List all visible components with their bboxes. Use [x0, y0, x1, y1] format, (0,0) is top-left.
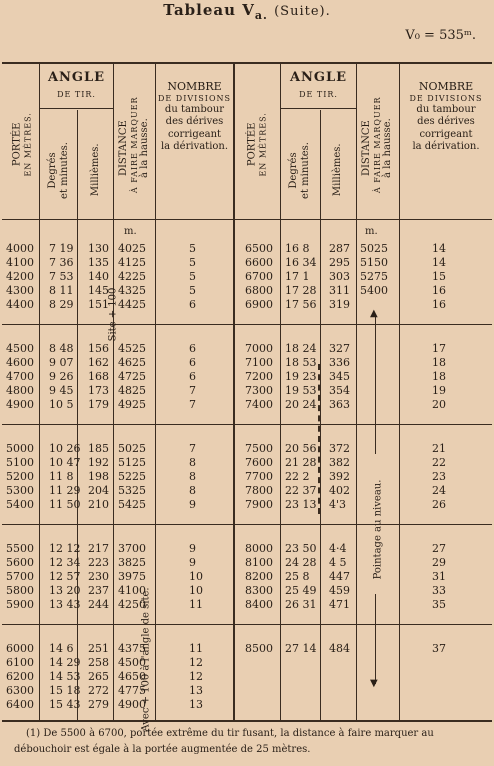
left-cell-portee: 6300: [6, 684, 34, 697]
right-cell-nombre: 22: [432, 456, 446, 469]
left-cell-portee: 5900: [6, 598, 34, 611]
right-cell-degres: 19 23: [285, 370, 317, 383]
header-portee-right: PORTÉE EN MÈTRES.: [246, 112, 268, 177]
right-cell-portee: 6900: [245, 298, 273, 311]
left-cell-portee: 6400: [6, 698, 34, 711]
left-cell-nombre: 5: [189, 270, 196, 283]
left-cell-portee: 4700: [6, 370, 34, 383]
right-cell-nombre: 18: [432, 356, 446, 369]
left-cell-milliemes: 244: [88, 598, 109, 611]
left-cell-milliemes: 198: [88, 470, 109, 483]
left-cell-nombre: 8: [189, 456, 196, 469]
left-cell-distance: 4225: [118, 270, 146, 283]
left-cell-distance: 4325: [118, 284, 146, 297]
right-cell-milliemes: 4'3: [329, 498, 347, 511]
right-cell-nombre: 20: [432, 398, 446, 411]
header-de-tir: DE TIR.: [57, 90, 96, 99]
left-cell-degres: 15 43: [49, 698, 81, 711]
left-cell-milliemes: 251: [88, 642, 109, 655]
left-cell-degres: 12 12: [49, 542, 81, 555]
left-cell-milliemes: 130: [88, 242, 109, 255]
left-cell-nombre: 8: [189, 470, 196, 483]
left-cell-distance: 5025: [118, 442, 146, 455]
right-cell-degres: 20 56: [285, 442, 317, 455]
right-cell-nombre: 14: [432, 242, 446, 255]
left-cell-portee: 4100: [6, 256, 34, 269]
left-cell-nombre: 13: [189, 698, 203, 711]
col-divider: [233, 64, 235, 720]
left-cell-degres: 12 57: [49, 570, 81, 583]
right-cell-degres: 25 49: [285, 584, 317, 597]
right-cell-milliemes: 447: [329, 570, 350, 583]
left-cell-nombre: 6: [189, 356, 196, 369]
group-divider: [2, 324, 492, 325]
left-cell-milliemes: 279: [88, 698, 109, 711]
right-cell-portee: 7700: [245, 470, 273, 483]
right-cell-milliemes: 354: [329, 384, 350, 397]
right-cell-degres: 16 8: [285, 242, 310, 255]
right-cell-milliemes: 484: [329, 642, 350, 655]
footnote: (1) De 5500 à 6700, portée extrême du tir fusant, la distance à faire marquer au débouchoir est égale à la portée augmentée de 25 mètres.: [14, 728, 434, 755]
left-cell-portee: 4200: [6, 270, 34, 283]
header-milliemes-right: Millièmes.: [331, 143, 343, 197]
left-cell-nombre: 11: [189, 598, 203, 611]
left-cell-nombre: 11: [189, 642, 203, 655]
left-cell-distance: 3700: [118, 542, 146, 555]
right-cell-milliemes: 319: [329, 298, 350, 311]
angle-divider: [281, 108, 356, 109]
left-cell-nombre: 7: [189, 442, 196, 455]
left-cell-distance: 4925: [118, 398, 146, 411]
left-cell-degres: 9 26: [49, 370, 74, 383]
right-cell-milliemes: 382: [329, 456, 350, 469]
right-cell-portee: 6600: [245, 256, 273, 269]
left-cell-distance: 4900: [118, 698, 146, 711]
left-cell-degres: 11 29: [49, 484, 81, 497]
right-cell-nombre: 27: [432, 542, 446, 555]
right-cell-portee: 7800: [245, 484, 273, 497]
left-cell-milliemes: 192: [88, 456, 109, 469]
page-title: Tableau $V_{a.}$ (Suite).: [163, 1, 331, 22]
left-cell-nombre: 10: [189, 570, 203, 583]
left-cell-nombre: 12: [189, 670, 203, 683]
col-divider: [155, 64, 156, 720]
left-cell-degres: 11 8: [49, 470, 74, 483]
right-cell-degres: 16 34: [285, 256, 317, 269]
left-cell-portee: 6200: [6, 670, 34, 683]
left-cell-degres: 7 19: [49, 242, 74, 255]
right-cell-milliemes: 336: [329, 356, 350, 369]
left-cell-milliemes: 185: [88, 442, 109, 455]
right-cell-distance: 5275: [360, 270, 388, 283]
left-cell-milliemes: 237: [88, 584, 109, 597]
left-cell-distance: 4650: [118, 670, 146, 683]
left-cell-milliemes: 156: [88, 342, 109, 355]
right-cell-portee: 7100: [245, 356, 273, 369]
left-cell-distance: 5425: [118, 498, 146, 511]
right-cell-degres: 19 53: [285, 384, 317, 397]
left-cell-portee: 5500: [6, 542, 34, 555]
right-cell-degres: 20 24: [285, 398, 317, 411]
left-cell-milliemes: 179: [88, 398, 109, 411]
right-cell-degres: 26 31: [285, 598, 317, 611]
dashed-divider: [318, 364, 320, 514]
right-cell-portee: 8000: [245, 542, 273, 555]
right-cell-portee: 7400: [245, 398, 273, 411]
right-cell-milliemes: 392: [329, 470, 350, 483]
left-cell-distance: 5125: [118, 456, 146, 469]
right-cell-nombre: 31: [432, 570, 446, 583]
right-cell-nombre: 21: [432, 442, 446, 455]
right-cell-nombre: 16: [432, 298, 446, 311]
left-cell-milliemes: 151: [88, 298, 109, 311]
left-cell-degres: 12 34: [49, 556, 81, 569]
right-cell-nombre: 17: [432, 342, 446, 355]
left-cell-nombre: 6: [189, 298, 196, 311]
right-cell-degres: 23 13: [285, 498, 317, 511]
right-cell-nombre: 23: [432, 470, 446, 483]
left-cell-portee: 4900: [6, 398, 34, 411]
left-cell-milliemes: 168: [88, 370, 109, 383]
right-cell-nombre: 14: [432, 256, 446, 269]
header-distance-right: DISTANCE À FAIRE MARQUER à la hausse.: [360, 96, 393, 194]
left-cell-distance: 4025: [118, 242, 146, 255]
left-cell-milliemes: 210: [88, 498, 109, 511]
arrow-up-icon: ▲: [370, 308, 378, 319]
left-cell-milliemes: 204: [88, 484, 109, 497]
pointage-label: Pointage au niveau.: [372, 479, 384, 580]
group-divider: [2, 424, 492, 425]
left-cell-nombre: 8: [189, 484, 196, 497]
right-cell-milliemes: 363: [329, 398, 350, 411]
left-cell-degres: 7 36: [49, 256, 74, 269]
left-cell-milliemes: 135: [88, 256, 109, 269]
left-cell-degres: 8 29: [49, 298, 74, 311]
right-cell-degres: 22 2: [285, 470, 310, 483]
right-cell-distance: 5025: [360, 242, 388, 255]
header-portee: PORTÉE EN MÈTRES.: [11, 112, 33, 177]
left-cell-milliemes: 223: [88, 556, 109, 569]
left-cell-distance: 4825: [118, 384, 146, 397]
col-divider: [399, 64, 400, 720]
right-cell-distance: 5400: [360, 284, 388, 297]
left-cell-distance: 4425: [118, 298, 146, 311]
right-cell-portee: 7000: [245, 342, 273, 355]
right-cell-milliemes: 402: [329, 484, 350, 497]
left-cell-nombre: 13: [189, 684, 203, 697]
left-cell-degres: 8 48: [49, 342, 74, 355]
left-cell-degres: 10 47: [49, 456, 81, 469]
right-cell-portee: 7300: [245, 384, 273, 397]
left-cell-degres: 9 07: [49, 356, 74, 369]
right-cell-degres: 18 53: [285, 356, 317, 369]
left-cell-distance: 3825: [118, 556, 146, 569]
right-cell-nombre: 19: [432, 384, 446, 397]
header-nombre: NOMBRE DE DIVISIONS du tambour des dérives corrigeant la dérivation.: [158, 80, 231, 153]
left-cell-milliemes: 230: [88, 570, 109, 583]
site-label: Site + 100: [107, 287, 119, 342]
left-cell-degres: 14 6: [49, 642, 74, 655]
left-cell-degres: 14 53: [49, 670, 81, 683]
right-cell-nombre: 18: [432, 370, 446, 383]
left-cell-portee: 4400: [6, 298, 34, 311]
left-cell-distance: 4125: [118, 256, 146, 269]
left-cell-nombre: 7: [189, 384, 196, 397]
left-cell-milliemes: 162: [88, 356, 109, 369]
left-cell-degres: 8 11: [49, 284, 74, 297]
header-nombre-right: NOMBRE DE DIVISIONS du tambour des dérives corrigeant la dérivation.: [409, 80, 483, 153]
left-cell-portee: 6000: [6, 642, 34, 655]
left-cell-distance: 4725: [118, 370, 146, 383]
left-cell-distance: 4775: [118, 684, 146, 697]
left-cell-portee: 5600: [6, 556, 34, 569]
left-cell-portee: 5200: [6, 470, 34, 483]
right-cell-portee: 7500: [245, 442, 273, 455]
arrow-line: [375, 314, 376, 454]
right-cell-milliemes: 287: [329, 242, 350, 255]
right-cell-degres: 23 50: [285, 542, 317, 555]
header-de-tir-right: DE TIR.: [299, 90, 338, 99]
left-cell-nombre: 6: [189, 342, 196, 355]
right-cell-nombre: 26: [432, 498, 446, 511]
left-cell-degres: 9 45: [49, 384, 74, 397]
left-cell-nombre: 7: [189, 398, 196, 411]
left-cell-distance: 4500: [118, 656, 146, 669]
left-cell-milliemes: 173: [88, 384, 109, 397]
initial-velocity: V₀ = 535ᵐ.: [405, 28, 476, 43]
right-cell-milliemes: 303: [329, 270, 350, 283]
left-cell-nombre: 5: [189, 242, 196, 255]
left-cell-degres: 10 5: [49, 398, 74, 411]
right-cell-degres: 21 28: [285, 456, 317, 469]
left-cell-degres: 14 29: [49, 656, 81, 669]
left-cell-milliemes: 258: [88, 656, 109, 669]
right-cell-degres: 17 56: [285, 298, 317, 311]
left-cell-distance: 4525: [118, 342, 146, 355]
left-cell-degres: 15 18: [49, 684, 81, 697]
right-cell-degres: 24 28: [285, 556, 317, 569]
arrow-down-icon: ▼: [370, 678, 378, 689]
right-cell-portee: 8200: [245, 570, 273, 583]
left-cell-milliemes: 272: [88, 684, 109, 697]
left-cell-nombre: 12: [189, 656, 203, 669]
left-cell-milliemes: 145: [88, 284, 109, 297]
col-divider: [113, 64, 114, 720]
right-cell-milliemes: 4 5: [329, 556, 347, 569]
right-cell-milliemes: 295: [329, 256, 350, 269]
group-divider: [2, 524, 492, 525]
col-divider: [320, 110, 321, 720]
left-cell-nombre: 9: [189, 498, 196, 511]
right-cell-milliemes: 345: [329, 370, 350, 383]
right-cell-nombre: 16: [432, 284, 446, 297]
right-cell-degres: 17 1: [285, 270, 310, 283]
right-cell-portee: 8400: [245, 598, 273, 611]
header-distance: DISTANCE À FAIRE MARQUER à la hausse.: [117, 96, 150, 194]
left-cell-milliemes: 217: [88, 542, 109, 555]
right-cell-portee: 8500: [245, 642, 273, 655]
right-cell-portee: 6700: [245, 270, 273, 283]
left-cell-distance: 4375: [118, 642, 146, 655]
right-cell-nombre: 24: [432, 484, 446, 497]
right-cell-nombre: 37: [432, 642, 446, 655]
left-cell-milliemes: 265: [88, 670, 109, 683]
right-cell-portee: 8100: [245, 556, 273, 569]
right-cell-nombre: 29: [432, 556, 446, 569]
header-degres: Degrés et minutes.: [47, 142, 70, 199]
left-cell-portee: 4500: [6, 342, 34, 355]
left-cell-portee: 6100: [6, 656, 34, 669]
right-cell-portee: 7900: [245, 498, 273, 511]
right-cell-degres: 27 14: [285, 642, 317, 655]
right-cell-milliemes: 4·4: [329, 542, 347, 555]
right-cell-milliemes: 471: [329, 598, 350, 611]
left-cell-distance: 5225: [118, 470, 146, 483]
left-cell-portee: 5400: [6, 498, 34, 511]
left-cell-nombre: 5: [189, 284, 196, 297]
header-divider: [2, 219, 492, 220]
angle-divider: [40, 108, 113, 109]
left-cell-nombre: 9: [189, 556, 196, 569]
header-degres-right: Degrés et minutes.: [288, 142, 311, 199]
header-angle: ANGLE: [47, 70, 106, 85]
col-divider: [280, 64, 281, 720]
left-cell-nombre: 10: [189, 584, 203, 597]
right-cell-nombre: 15: [432, 270, 446, 283]
right-cell-milliemes: 327: [329, 342, 350, 355]
left-cell-portee: 5300: [6, 484, 34, 497]
left-cell-portee: 5700: [6, 570, 34, 583]
right-cell-milliemes: 372: [329, 442, 350, 455]
angle-site-label: Avec + 100 à l'angle de site.: [140, 587, 152, 732]
left-cell-portee: 4600: [6, 356, 34, 369]
left-cell-distance: 4625: [118, 356, 146, 369]
right-cell-distance: 5150: [360, 256, 388, 269]
right-cell-nombre: 33: [432, 584, 446, 597]
left-cell-nombre: 5: [189, 256, 196, 269]
left-cell-portee: 5100: [6, 456, 34, 469]
header-angle-right: ANGLE: [289, 70, 348, 85]
right-cell-milliemes: 459: [329, 584, 350, 597]
left-cell-portee: 4000: [6, 242, 34, 255]
left-cell-distance: 4100: [118, 584, 146, 597]
right-cell-nombre: 35: [432, 598, 446, 611]
left-cell-distance: 3975: [118, 570, 146, 583]
left-cell-nombre: 6: [189, 370, 196, 383]
left-cell-degres: 13 20: [49, 584, 81, 597]
right-cell-milliemes: 311: [329, 284, 350, 297]
right-cell-portee: 7600: [245, 456, 273, 469]
left-cell-milliemes: 140: [88, 270, 109, 283]
right-cell-portee: 6500: [245, 242, 273, 255]
right-cell-degres: 22 37: [285, 484, 317, 497]
left-cell-degres: 11 50: [49, 498, 81, 511]
left-cell-nombre: 9: [189, 542, 196, 555]
left-cell-portee: 5800: [6, 584, 34, 597]
left-cell-distance: 4250: [118, 598, 146, 611]
left-cell-degres: 13 43: [49, 598, 81, 611]
col-divider: [39, 64, 40, 720]
header-milliemes: Millièmes.: [89, 143, 101, 197]
left-cell-portee: 4300: [6, 284, 34, 297]
left-cell-degres: 7 53: [49, 270, 74, 283]
firing-table: [2, 62, 492, 732]
right-cell-portee: 6800: [245, 284, 273, 297]
unit-meters-right: m.: [365, 226, 378, 237]
col-divider: [77, 110, 78, 720]
group-divider: [2, 624, 492, 625]
right-cell-portee: 8300: [245, 584, 273, 597]
right-cell-degres: 25 8: [285, 570, 310, 583]
unit-meters: m.: [124, 226, 137, 237]
left-cell-portee: 4800: [6, 384, 34, 397]
left-cell-portee: 5000: [6, 442, 34, 455]
right-cell-degres: 18 24: [285, 342, 317, 355]
left-cell-degres: 10 26: [49, 442, 81, 455]
arrow-line: [375, 594, 376, 684]
right-cell-portee: 7200: [245, 370, 273, 383]
right-cell-degres: 17 28: [285, 284, 317, 297]
left-cell-distance: 5325: [118, 484, 146, 497]
col-divider: [356, 64, 357, 720]
